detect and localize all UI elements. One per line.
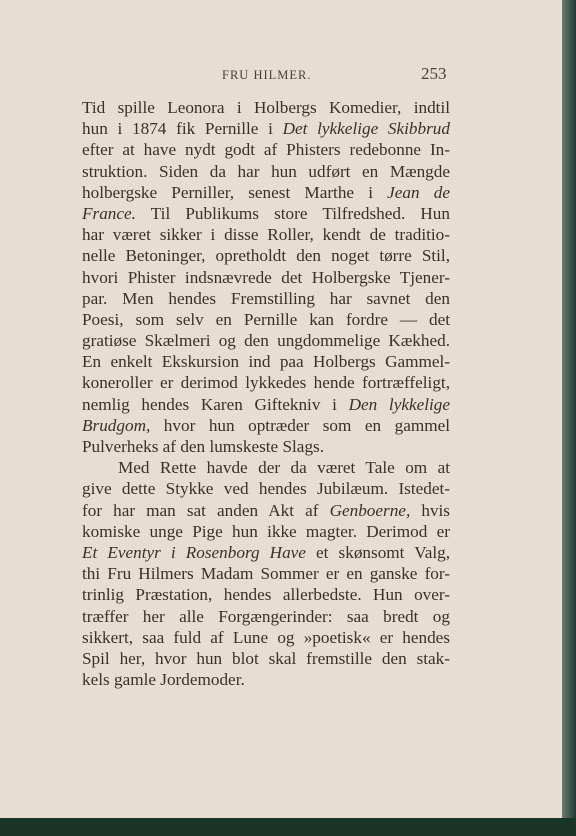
page-edge [562,0,576,836]
text-segment: Et Eventyr i Rosenborg Have [82,542,306,562]
text-line [82,436,450,457]
text-segment: Brudgom, [82,415,151,435]
text-line [82,372,450,393]
text-line [82,309,450,330]
text-line [82,627,450,648]
page-number: 253 [421,64,447,83]
text-segment: Tid spille Leonora i Holbergs Komedier, indtil [82,98,450,117]
text-line [82,224,450,245]
text-segment: nemlig hendes Karen Giftekniv i [82,394,349,414]
text-line [82,648,450,669]
text-segment: gratiøse Skælmeri og den ungdommelige Kækhed. [82,331,450,351]
text-line [82,394,450,415]
text-line [82,203,450,224]
text-line [82,563,450,584]
text-line [82,669,450,690]
text-line [82,161,450,182]
text-segment: hvor hun optræder som en gammel [150,415,450,435]
text-line [82,351,450,372]
text-line [82,182,450,203]
text-segment: struktion. Siden da har hun udført en Mængde [82,161,450,181]
text-line [82,500,450,521]
text-segment: hvis [410,500,450,520]
running-title: FRU HILMER. [222,68,312,82]
text-segment: et skønsomt Valg, [305,542,451,562]
text-line [82,330,450,351]
text-line [82,584,450,605]
text-segment: efter at have nydt godt af Phisters redebonne In- [82,140,450,160]
text-segment: Spil her, hvor hun blot skal fremstille den stak- [82,648,450,668]
text-segment: Det lykkelige Skibbrud [282,119,450,139]
text-line [82,606,450,627]
running-head [0,64,562,86]
text-segment: Pulverheks af den lumskeste Slags. [82,437,325,456]
text-segment: sikkert, saa fuld af Lune og »poetisk« er hendes [82,627,450,647]
text-segment: Den lykkelige [348,394,450,414]
text-segment: Poesi, som selv en Pernille kan fordre — det [82,309,450,329]
text-segment: En enkelt Ekskursion ind paa Holbergs Gammel- [82,352,450,372]
text-line [82,118,450,139]
text-segment: træffer her alle Forgængerinder: saa bredt og [82,606,450,626]
text-segment: Genboerne, [329,500,411,520]
text-segment: nelle Betoninger, opretholdt den noget tørre Stil, [82,246,450,266]
text-line [82,97,450,118]
text-segment: thi Fru Hilmers Madam Sommer er en ganske for- [82,564,450,584]
text-segment: koneroller er derimod lykkedes hende fortræffeligt, [82,373,450,393]
text-line [82,288,450,309]
text-segment: har været sikker i disse Roller, kendt de traditio- [82,225,450,245]
text-segment: par. Men hendes Fremstilling har savnet den [82,288,450,308]
text-segment: komiske unge Pige hun ikke magter. Derimod er [82,521,450,541]
text-segment: for har man sat anden Akt af [82,500,330,520]
body-text [82,97,450,690]
text-segment: give dette Stykke ved hendes Jubilæum. Istedet- [82,479,450,499]
cover-edge [0,818,576,836]
text-segment: trinlig Præstation, hendes allerbedste. Hun over- [82,585,450,605]
text-segment: hun i 1874 fik Pernille i [82,119,283,139]
text-line [82,521,450,542]
text-segment: hvori Phister indsnævrede det Holbergske Tjener- [82,267,450,287]
text-line [82,245,450,266]
text-line [82,415,450,436]
text-line [82,478,450,499]
text-segment: Med Rette havde der da været Tale om at [118,458,450,478]
text-line [82,457,450,478]
text-segment: kels gamle Jordemoder. [82,670,245,690]
text-line [82,542,450,563]
text-segment: Jean de [387,182,450,202]
text-segment: holbergske Perniller, senest Marthe i [82,182,388,202]
text-line [82,267,450,288]
text-line [82,139,450,160]
text-segment: Til Publikums store Tilfredshed. Hun [135,203,450,223]
text-segment: France. [82,203,136,223]
